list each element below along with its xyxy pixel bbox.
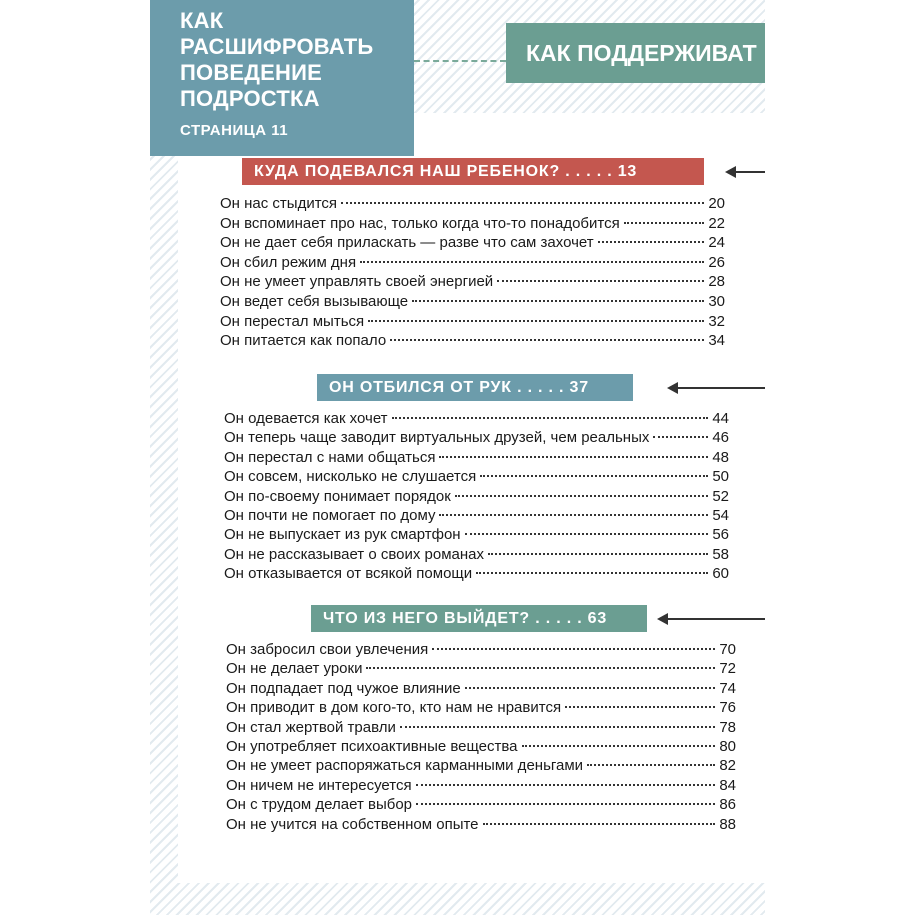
toc-entry-text: Он с трудом делает выбор	[226, 796, 413, 814]
toc-entry-text: Он подпадает под чужое влияние	[226, 679, 461, 697]
toc-entry-text: Он перестал мыться	[220, 312, 365, 330]
chapter-header	[150, 0, 414, 156]
dot-leader	[439, 456, 708, 458]
toc-entry-page: 56	[712, 526, 729, 544]
toc-entry	[226, 680, 736, 699]
toc-list-2	[224, 410, 729, 585]
dot-leader	[455, 495, 709, 497]
dot-leader	[565, 706, 715, 708]
toc-entry	[224, 468, 729, 487]
toc-entry-page: 44	[712, 410, 729, 427]
dot-leader	[439, 514, 708, 516]
toc-entry	[226, 719, 736, 738]
toc-entry	[220, 215, 725, 235]
toc-entry-page: 86	[719, 796, 736, 814]
toc-entry-text: Он не рассказывает о своих романах	[224, 545, 485, 563]
toc-entry-page: 22	[708, 214, 725, 232]
dot-leader	[598, 241, 705, 243]
toc-entry-page: 50	[712, 468, 729, 486]
dot-leader	[360, 261, 704, 263]
section-header-1: КУДА ПОДЕВАЛСЯ НАШ РЕБЕНОК? . . . . . 13	[242, 158, 704, 185]
toc-entry-text: Он употребляет психоактивные вещества	[226, 737, 518, 755]
toc-entry-text: Он теперь чаще заводит виртуальных друзей, чем реальных	[224, 429, 650, 447]
toc-entry-text: Он вспоминает про нас, только когда что-то понадобится	[220, 214, 620, 232]
toc-entry	[220, 273, 725, 293]
toc-entry	[224, 507, 729, 526]
dot-leader	[366, 667, 715, 669]
toc-entry	[220, 195, 725, 215]
chapter-title-line: РАСШИФРОВАТЬ	[180, 34, 374, 59]
toc-entry	[220, 254, 725, 274]
chapter-title-line: КАК	[180, 8, 224, 33]
toc-entry-text: Он отказывается от всякой помощи	[224, 565, 473, 583]
toc-entry	[226, 641, 736, 660]
toc-entry-page: 48	[712, 448, 729, 466]
dot-leader	[341, 202, 704, 204]
toc-entry	[224, 565, 729, 584]
toc-entry-page: 32	[708, 312, 725, 330]
toc-entry	[224, 526, 729, 545]
toc-entry	[224, 410, 729, 429]
toc-entry-text: Он не умеет распоряжаться карманными деньгами	[226, 757, 584, 775]
dot-leader	[400, 726, 715, 728]
toc-entry	[226, 699, 736, 718]
toc-entry-text: Он не дает себя приласкать — разве что сам захочет	[220, 234, 594, 252]
toc-entry-page: 52	[712, 487, 729, 505]
toc-entry-text: Он совсем, нисколько не слушается	[224, 468, 477, 486]
toc-entry-page: 20	[708, 195, 725, 212]
toc-entry	[224, 449, 729, 468]
toc-entry	[226, 660, 736, 679]
toc-entry-text: Он одевается как хочет	[224, 410, 388, 427]
toc-entry	[226, 757, 736, 776]
toc-entry	[220, 293, 725, 313]
section-header-3: ЧТО ИЗ НЕГО ВЫЙДЕТ? . . . . . 63	[311, 605, 647, 632]
toc-entry	[224, 488, 729, 507]
dot-leader	[587, 764, 715, 766]
dot-leader	[522, 745, 716, 747]
arrow-left-icon	[734, 171, 765, 173]
toc-entry-page: 72	[719, 660, 736, 678]
toc-entry-text: Он стал жертвой травли	[226, 718, 396, 736]
next-chapter-banner: КАК ПОДДЕРЖИВАТ	[506, 23, 765, 83]
toc-entry-text: Он питается как попало	[220, 332, 387, 350]
toc-entry-text: Он не учится на собственном опыте	[226, 815, 479, 833]
toc-entry-page: 34	[708, 332, 725, 350]
chapter-title-line: ПОДРОСТКА	[180, 86, 320, 111]
toc-entry-page: 84	[719, 776, 736, 794]
dot-leader	[416, 803, 715, 805]
dot-leader	[497, 280, 704, 282]
chapter-page-number: СТРАНИЦА 11	[180, 122, 289, 139]
arrow-left-icon	[676, 387, 765, 389]
chapter-title-line: ПОВЕДЕНИЕ	[180, 60, 323, 85]
toc-entry-page: 28	[708, 273, 725, 291]
toc-entry-text: Он почти не помогает по дому	[224, 506, 436, 524]
toc-list-1	[220, 195, 725, 352]
toc-entry-page: 70	[719, 641, 736, 658]
toc-entry-page: 88	[719, 815, 736, 833]
toc-list-3	[226, 641, 736, 835]
toc-entry-page: 76	[719, 699, 736, 717]
toc-entry	[220, 313, 725, 333]
dot-leader	[653, 436, 708, 438]
toc-entry-page: 60	[712, 565, 729, 583]
dot-leader	[465, 687, 716, 689]
toc-entry	[220, 234, 725, 254]
toc-entry-text: Он не выпускает из рук смартфон	[224, 526, 461, 544]
dot-leader	[432, 648, 715, 650]
toc-entry	[224, 429, 729, 448]
dot-leader	[488, 553, 708, 555]
dashed-connector	[414, 60, 506, 62]
toc-entry	[224, 546, 729, 565]
chapter-title	[180, 8, 414, 112]
toc-entry-text: Он ведет себя вызывающе	[220, 292, 409, 310]
toc-entry-page: 54	[712, 506, 729, 524]
section-header-2: ОН ОТБИЛСЯ ОТ РУК . . . . . 37	[317, 374, 633, 401]
dot-leader	[624, 222, 705, 224]
toc-entry	[220, 332, 725, 352]
toc-entry-page: 46	[712, 429, 729, 447]
toc-entry-text: Он не делает уроки	[226, 660, 363, 678]
toc-entry-text: Он приводит в дом кого-то, кто нам не нравится	[226, 699, 562, 717]
toc-entry-page: 78	[719, 718, 736, 736]
toc-entry-text: Он сбил режим дня	[220, 253, 357, 271]
toc-entry-text: Он по-своему понимает порядок	[224, 487, 451, 505]
arrow-left-icon	[666, 618, 765, 620]
toc-entry-text: Он ничем не интересуется	[226, 776, 412, 794]
toc-entry-page: 58	[712, 545, 729, 563]
toc-entry-text: Он забросил свои увлечения	[226, 641, 429, 658]
toc-entry-text: Он нас стыдится	[220, 195, 338, 212]
toc-entry	[226, 816, 736, 835]
toc-entry	[226, 796, 736, 815]
dot-leader	[368, 320, 704, 322]
dot-leader	[416, 784, 716, 786]
toc-entry-text: Он не умеет управлять своей энергией	[220, 273, 494, 291]
dot-leader	[476, 572, 708, 574]
toc-entry-page: 30	[708, 292, 725, 310]
toc-entry-page: 82	[719, 757, 736, 775]
dot-leader	[390, 339, 704, 341]
dot-leader	[480, 475, 708, 477]
dot-leader	[392, 417, 709, 419]
toc-entry-page: 80	[719, 737, 736, 755]
dot-leader	[465, 533, 709, 535]
dot-leader	[483, 823, 716, 825]
toc-entry-text: Он перестал с нами общаться	[224, 448, 436, 466]
dot-leader	[412, 300, 704, 302]
toc-entry	[226, 738, 736, 757]
toc-entry	[226, 777, 736, 796]
toc-entry-page: 26	[708, 253, 725, 271]
toc-entry-page: 24	[708, 234, 725, 252]
toc-entry-page: 74	[719, 679, 736, 697]
